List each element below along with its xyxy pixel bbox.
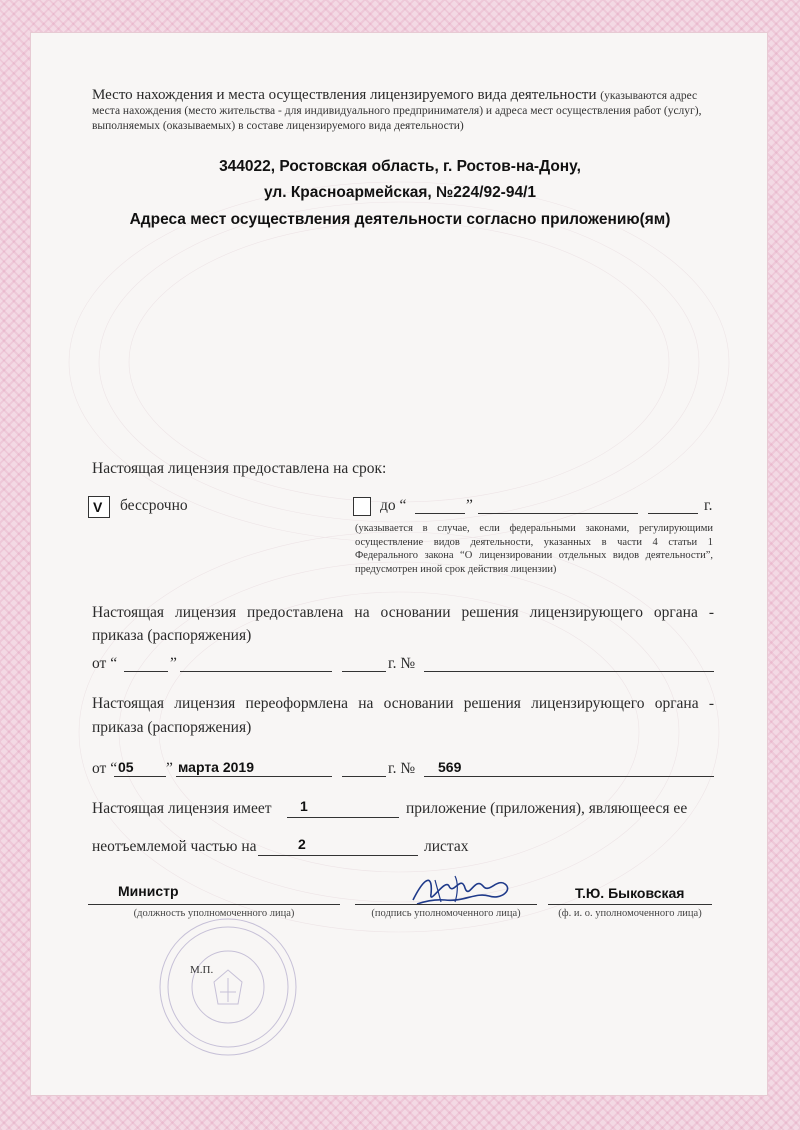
location-intro-main: Место нахождения и места осуществления лицензируемого вида деятельности — [92, 87, 597, 103]
term-note: (указывается в случае, если федеральными законами, регулирующими осуществление видов деятельности, указанных в части 4 статьи 1 Федерального закона “О лицензировании отдельных видов деятельности”, предусмотрен иной срок действия лицензии) — [355, 523, 713, 575]
address-line-3: Адреса мест осуществления деятельности согласно приложению(ям) — [129, 211, 671, 228]
reissue-year-line — [342, 776, 386, 777]
until-prefix: до “ — [380, 497, 407, 514]
official-seal — [148, 912, 308, 1062]
signer-position: Министр — [118, 883, 179, 899]
reissue-number: 569 — [438, 759, 462, 775]
basis-number-line — [424, 671, 714, 672]
appendix-sheets-line — [258, 855, 418, 856]
indefinite-label: бессрочно — [120, 497, 188, 514]
location-intro-paren: (указываются адрес — [600, 90, 698, 102]
signature-line — [355, 904, 537, 905]
reissue-year-no: г. № — [388, 760, 416, 777]
until-day-line — [415, 513, 465, 514]
basis-line-1: Настоящая лицензия предоставлена на основании решения лицензирующего органа - — [92, 604, 714, 621]
indefinite-checkbox[interactable] — [88, 496, 110, 518]
basis-year-no: г. № — [388, 655, 416, 672]
until-year-suffix: г. — [704, 497, 713, 514]
appendix-text-a: Настоящая лицензия имеет — [92, 800, 272, 817]
name-caption: (ф. и. о. уполномоченного лица) — [558, 908, 702, 919]
basis-line-2: приказа (распоряжения) — [92, 627, 252, 644]
location-intro-line2: места нахождения (место жительства - для индивидуального предпринимателя) и адреса мест осуществления работ (услуг), — [92, 105, 702, 117]
position-caption: (должность уполномоченного лица) — [133, 908, 295, 919]
indefinite-check-mark: V — [93, 499, 103, 515]
stamp-label: М.П. — [190, 964, 214, 976]
reissue-number-line — [424, 776, 714, 777]
reissue-line-1: Настоящая лицензия переоформлена на основании решения лицензирующего органа - — [92, 695, 714, 712]
until-checkbox[interactable] — [353, 497, 371, 516]
name-line — [548, 904, 712, 905]
until-year-line — [648, 513, 698, 514]
reissue-month-year: марта 2019 — [178, 759, 255, 775]
appendix-sheets: 2 — [298, 836, 306, 852]
location-intro-line3: выполняемых (оказываемых) в составе лицензируемого вида деятельности) — [92, 120, 464, 132]
basis-quote-close: ” — [170, 655, 177, 672]
reissue-month-line — [176, 776, 332, 777]
signer-name: Т.Ю. Быковская — [575, 885, 685, 901]
signature-caption: (подпись уполномоченного лица) — [371, 908, 521, 919]
basis-year-line — [342, 671, 386, 672]
until-quote-close: ” — [466, 497, 473, 514]
reissue-day: 05 — [118, 759, 134, 775]
reissue-day-line — [114, 776, 166, 777]
basis-from-prefix: от “ — [92, 655, 118, 672]
term-label: Настоящая лицензия предоставлена на срок: — [92, 460, 387, 477]
reissue-from-prefix: от “ — [92, 760, 118, 777]
location-intro — [92, 86, 722, 134]
appendix-text-d: листах — [424, 838, 469, 855]
basis-day-line — [124, 671, 168, 672]
address-line-1: 344022, Ростовская область, г. Ростов-на-Дону, — [219, 158, 581, 175]
appendix-count-line — [287, 817, 399, 818]
appendix-text-b: приложение (приложения), являющееся ее — [406, 800, 688, 817]
address-line-2: ул. Красноармейская, №224/92-94/1 — [263, 184, 537, 201]
reissue-quote-close: ” — [166, 760, 173, 777]
appendix-count: 1 — [300, 798, 308, 814]
signature-image — [405, 866, 525, 912]
basis-month-line — [180, 671, 332, 672]
until-month-line — [478, 513, 638, 514]
reissue-line-2: приказа (распоряжения) — [92, 719, 252, 736]
position-line — [88, 904, 340, 905]
appendix-text-c: неотъемлемой частью на — [92, 838, 257, 855]
